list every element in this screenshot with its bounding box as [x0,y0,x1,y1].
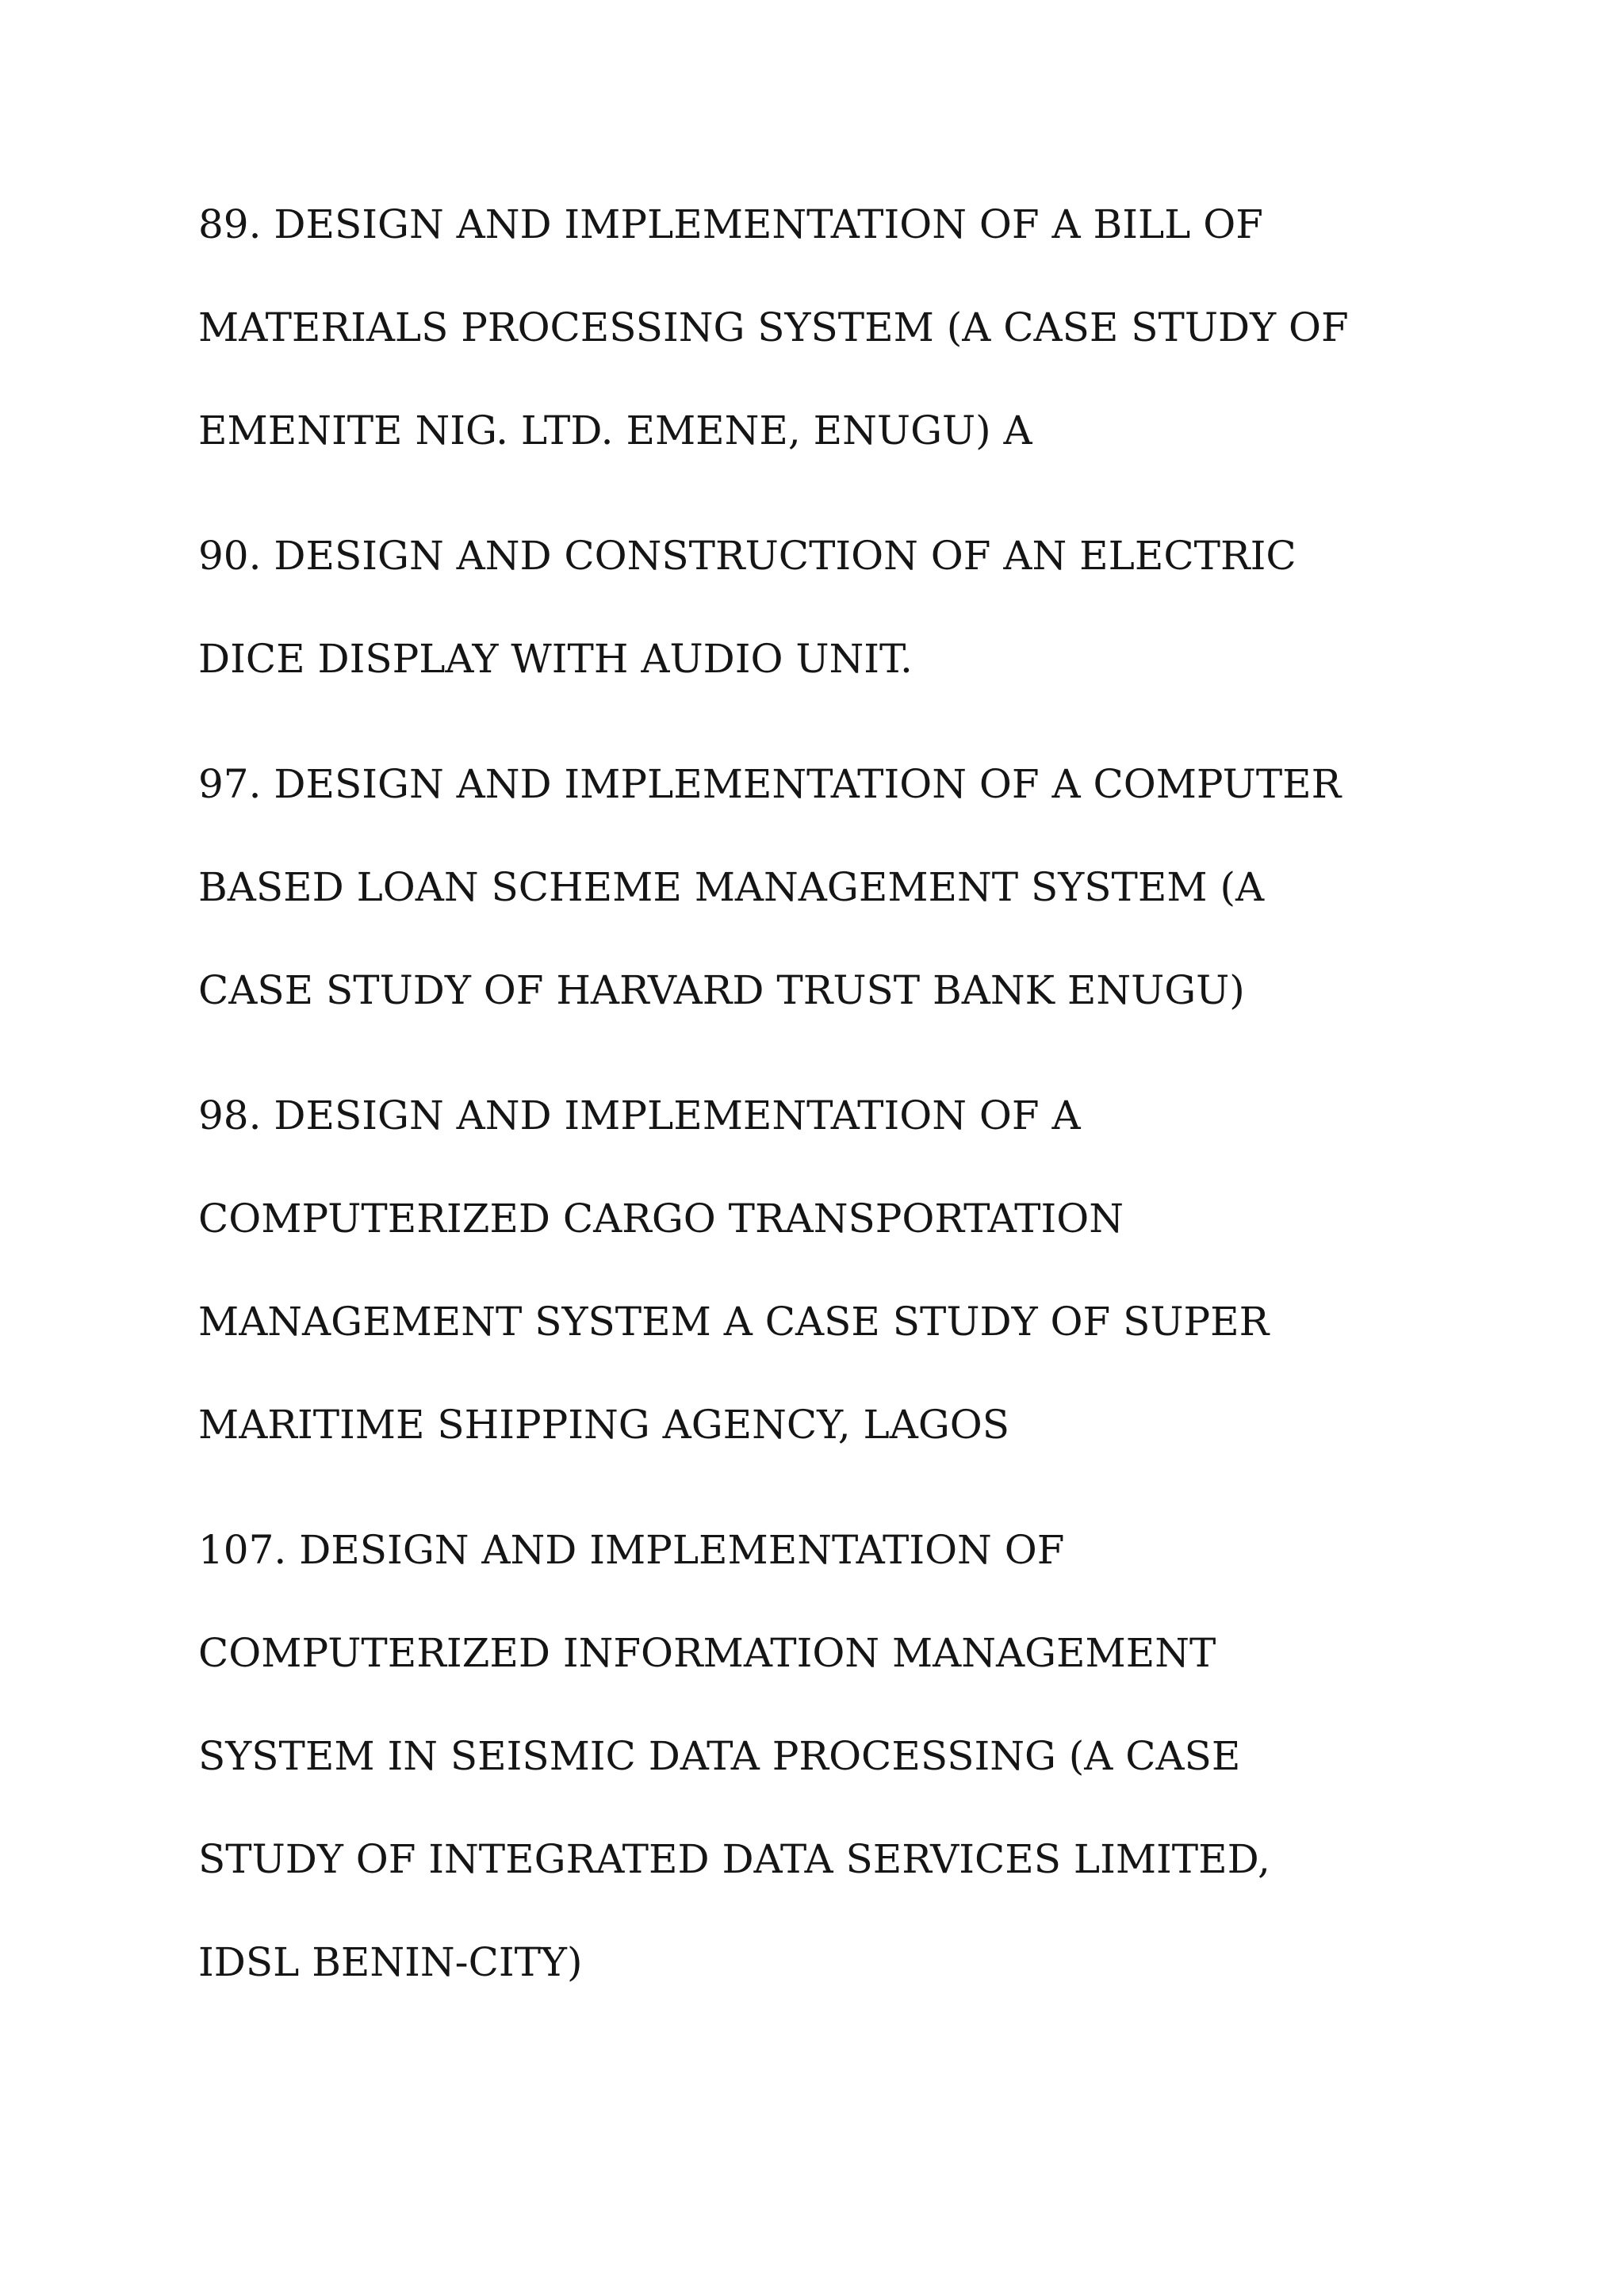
entry-line: MATERIALS PROCESSING SYSTEM (A CASE STUDY OF [198,304,1349,350]
entry-line: CASE STUDY OF HARVARD TRUST BANK ENUGU) [198,967,1245,1013]
list-item [198,1073,1515,1486]
list-item [198,1508,1515,2023]
entry-line: IDSL BENIN-CITY) [198,1939,583,1985]
entry-line: COMPUTERIZED CARGO TRANSPORTATION [198,1196,1124,1242]
entry-line: BASED LOAN SCHEME MANAGEMENT SYSTEM (A [198,864,1265,910]
entry-line: SYSTEM IN SEISMIC DATA PROCESSING (A CASE [198,1733,1241,1779]
list-item [198,182,1515,492]
entry-line: COMPUTERIZED INFORMATION MANAGEMENT [198,1630,1216,1676]
entry-line: 107. DESIGN AND IMPLEMENTATION OF [198,1527,1065,1573]
entry-line: STUDY OF INTEGRATED DATA SERVICES LIMITED, [198,1836,1270,1882]
entry-line: 89. DESIGN AND IMPLEMENTATION OF A BILL OF [198,201,1263,247]
entry-line: 98. DESIGN AND IMPLEMENTATION OF A [198,1093,1081,1138]
list-item [198,514,1515,720]
list-item [198,742,1515,1051]
entry-line: MANAGEMENT SYSTEM A CASE STUDY OF SUPER [198,1299,1270,1345]
project-topic-list [198,182,1515,2045]
entry-line: MARITIME SHIPPING AGENCY, LAGOS [198,1402,1010,1448]
entry-line: EMENITE NIG. LTD. EMENE, ENUGU) A [198,408,1032,453]
entry-line: DICE DISPLAY WITH AUDIO UNIT. [198,636,913,682]
entry-line: 90. DESIGN AND CONSTRUCTION OF AN ELECTRIC [198,533,1297,579]
entry-line: 97. DESIGN AND IMPLEMENTATION OF A COMPUTER [198,761,1342,807]
